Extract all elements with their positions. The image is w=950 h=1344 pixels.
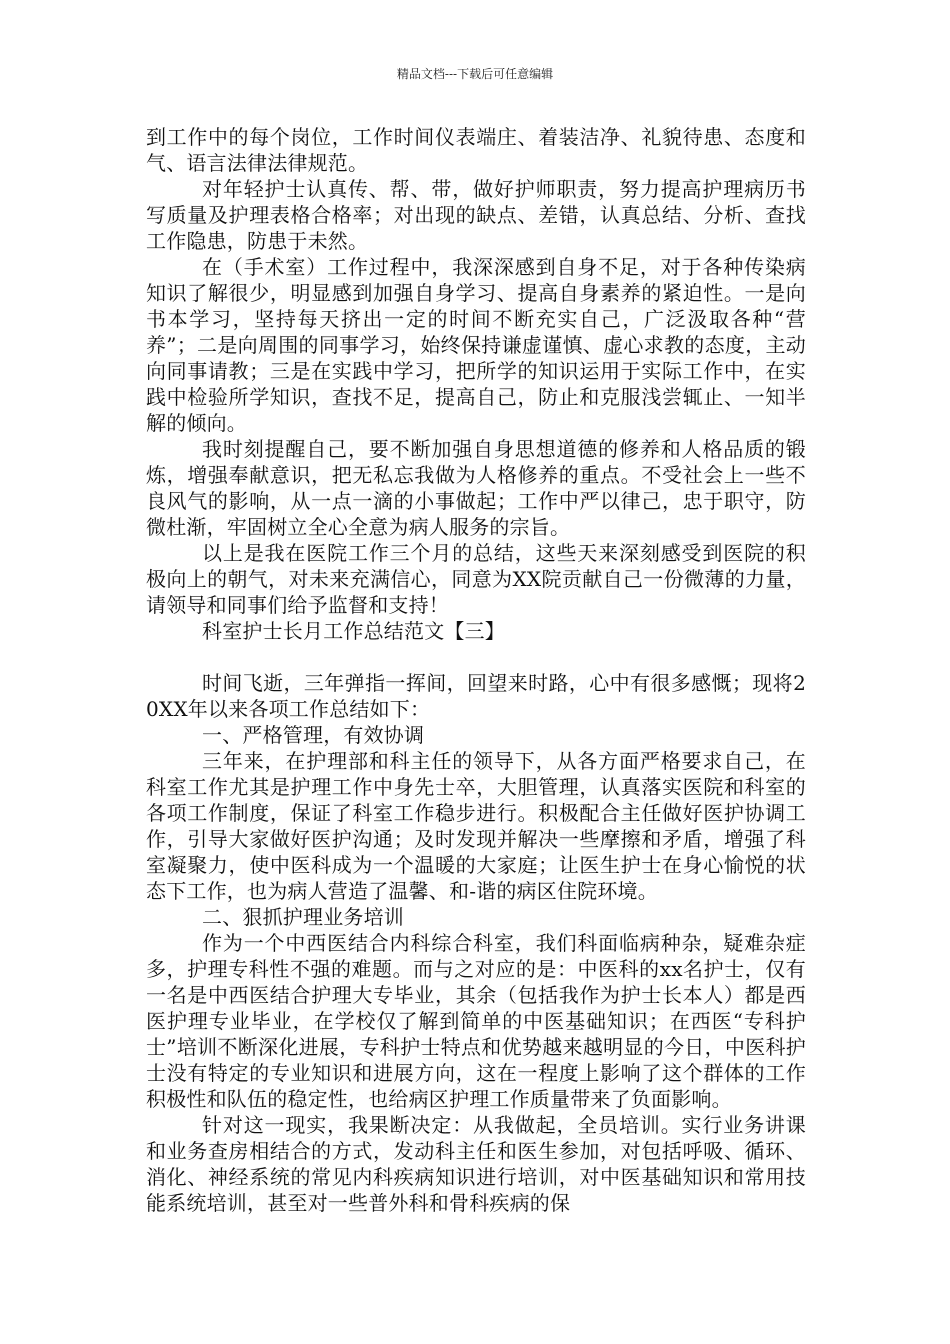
- paragraph: 针对这一现实，我果断决定：从我做起，全员培训。实行业务讲课和业务查房相结合的方式，发动科主任和医生参加，对包括呼吸、循环、消化、神经系统的常见内科疾病知识进行培训，对中医基础知识和常用技能系统培训，甚至对一些普外科和骨科疾病的保: [146, 1113, 806, 1215]
- paragraph: 对年轻护士认真传、帮、带，做好护师职责，努力提高护理病历书写质量及护理表格合格率；对出现的缺点、差错，认真总结、分析、查找工作隐患，防患于未然。: [146, 177, 806, 253]
- paragraph: 我时刻提醒自己，要不断加强自身思想道德的修养和人格品质的锻炼，增强奉献意识，把无私忘我做为人格修养的重点。不受社会上一些不良风气的影响，从一点一滴的小事做起；工作中严以律己，忠于职守，防微杜渐，牢固树立全心全意为病人服务的宗旨。: [146, 437, 806, 539]
- paragraph: 以上是我在医院工作三个月的总结，这些天来深刻感受到医院的积极向上的朝气，对未来充满信心，同意为XX院贡献自己一份微薄的力量，请领导和同事们给予监督和支持！: [146, 541, 806, 617]
- paragraph: 在（手术室）工作过程中，我深深感到自身不足，对于各种传染病知识了解很少，明显感到加强自身学习、提高自身素养的紧迫性。一是向书本学习，坚持每天挤出一定的时间不断充实自己，广泛汲取各种“营养”；二是向周围的同事学习，始终保持谦虚谨慎、虚心求教的态度，主动向同事请教；三是在实践中学习，把所学的知识运用于实际工作中，在实践中检验所学知识，查找不足，提高自己，防止和克服浅尝辄止、一知半解的倾向。: [146, 255, 806, 435]
- section-heading: 科室护士长月工作总结范文【三】: [202, 619, 505, 643]
- paragraph: 时间飞逝，三年弹指一挥间，回望来时路，心中有很多感慨；现将20XX年以来各项工作总结如下：: [146, 671, 806, 721]
- document-body: [146, 124, 806, 1216]
- paragraph: 作为一个中西医结合内科综合科室，我们科面临病种杂，疑难杂症多，护理专科性不强的难题。而与之对应的是：中医科的xx名护士，仅有一名是中西医结合护理大专毕业，其余（包括我作为护士长本人）都是西医护理专业毕业，在学校仅了解到简单的中医基础知识；在西医“专科护士”培训不断深化进展，专科护士特点和优势越来越明显的今日，中医科护士没有特定的专业知识和进展方向，这在一程度上影响了这个群体的工作积极性和队伍的稳定性，也给病区护理工作质量带来了负面影响。: [146, 931, 806, 1111]
- subsection-heading: 一、严格管理，有效协调: [202, 723, 425, 747]
- subsection-heading: 二、狠抓护理业务培训: [202, 905, 404, 929]
- page-header: 精品文档---下载后可任意编辑: [396, 67, 554, 81]
- paragraph: 到工作中的每个岗位，工作时间仪表端庄、着装洁净、礼貌待患、态度和气、语言法律法律规范。: [146, 125, 806, 175]
- blank-line: [146, 644, 806, 670]
- paragraph: 三年来，在护理部和科主任的领导下，从各方面严格要求自己，在科室工作尤其是护理工作中身先士卒，大胆管理，认真落实医院和科室的各项工作制度，保证了科室工作稳步进行。积极配合主任做好医护协调工作，引导大家做好医护沟通；及时发现并解决一些摩擦和矛盾，增强了科室凝聚力，使中医科成为一个温暖的大家庭；让医生护士在身心愉悦的状态下工作，也为病人营造了温馨、和-谐的病区住院环境。: [146, 749, 806, 903]
